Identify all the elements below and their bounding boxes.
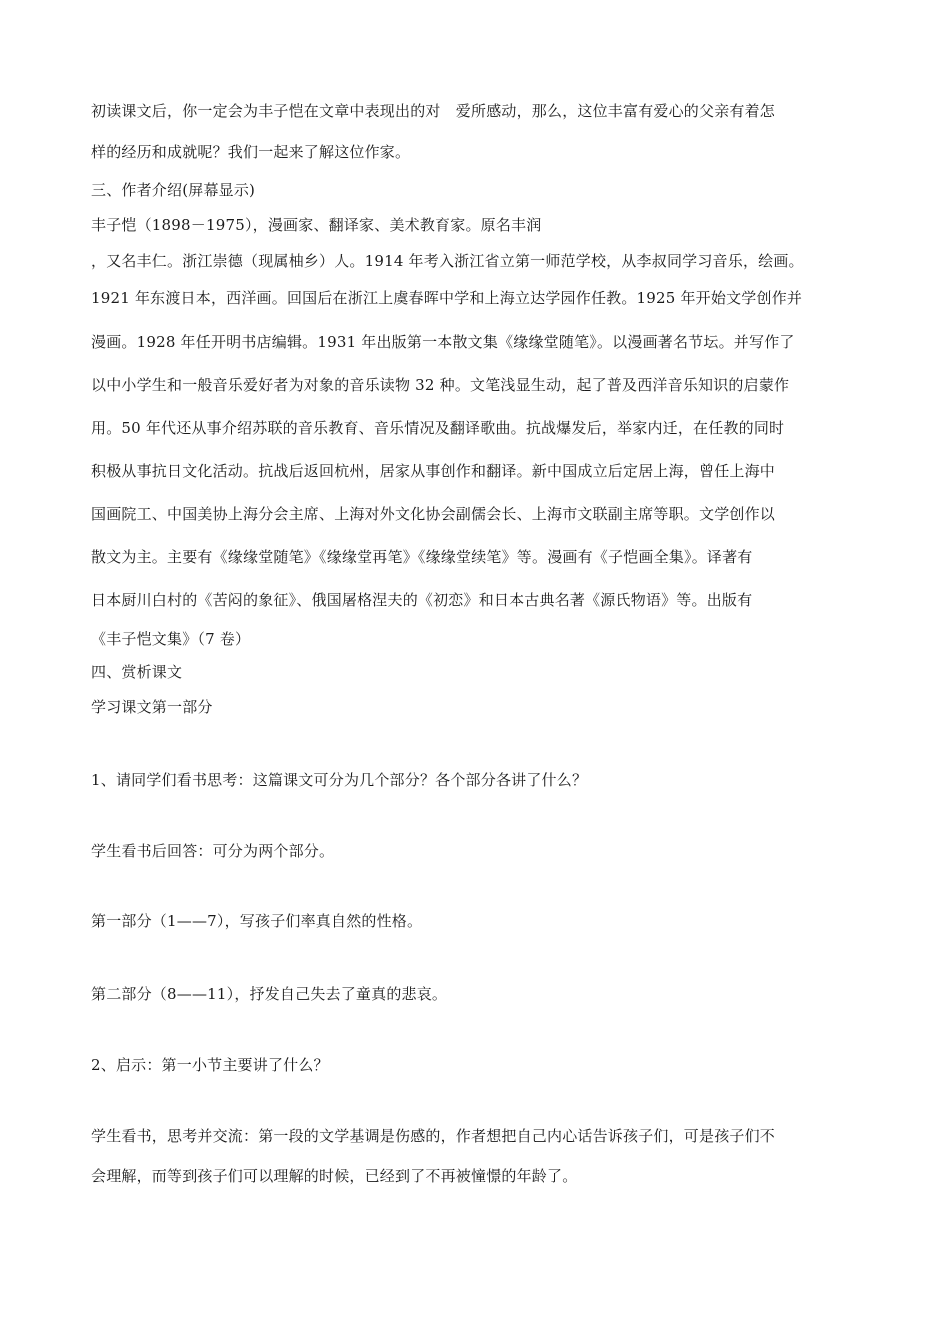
answer-2-line-2: 会理解，而等到孩子们可以理解的时候，已经到了不再被憧憬的年龄了。 xyxy=(91,1167,578,1185)
author-bio-line-6: 用。50 年代还从事介绍苏联的音乐教育、音乐情况及翻译歌曲。抗战爆发后，举家内迁，在任教的同时 xyxy=(91,419,785,437)
author-bio-line-7: 积极从事抗日文化活动。抗战后返回杭州，居家从事创作和翻译。新中国成立后定居上海，曾任上海中 xyxy=(91,462,776,480)
answer-2-line-1: 学生看书，思考并交流：第一段的文学基调是伤感的，作者想把自己内心话告诉孩子们，可是孩子们不 xyxy=(91,1127,776,1145)
author-bio-line-9: 散文为主。主要有《缘缘堂随笔》《缘缘堂再笔》《缘缘堂续笔》等。漫画有《子恺画全集》。译著有 xyxy=(91,548,753,566)
author-bio-line-4: 漫画。1928 年任开明书店编辑。1931 年出版第一本散文集《缘缘堂随笔》。以漫画著名节坛。并写作了 xyxy=(91,333,795,351)
author-bio-line-3: 1921 年东渡日本，西洋画。回国后在浙江上虞春晖中学和上海立达学园作任教。1925 年开始文学创作并 xyxy=(91,289,803,307)
section-heading-author: 三、作者介绍(屏幕显示) xyxy=(91,181,256,199)
paragraph-intro-line-1: 初读课文后，你一定会为丰子恺在文章中表现出的对 爱所感动，那么，这位丰富有爱心的父亲有着怎 xyxy=(91,102,776,120)
author-bio-line-5: 以中小学生和一般音乐爱好者为对象的音乐读物 32 种。文笔浅显生动，起了普及西洋音乐知识的启蒙作 xyxy=(91,376,790,394)
section-heading-appreciation: 四、赏析课文 xyxy=(91,663,183,681)
question-1: 1、请同学们看书思考：这篇课文可分为几个部分？各个部分各讲了什么？ xyxy=(91,771,588,789)
author-bio-line-11: 《丰子恺文集》（7 卷） xyxy=(91,630,251,648)
author-bio-line-2: ，又名丰仁。浙江崇德（现属柚乡）人。1914 年考入浙江省立第一师范学校，从李叔同学习音乐，绘画。 xyxy=(91,252,804,270)
paragraph-intro-line-2: 样的经历和成就呢？我们一起来了解这位作家。 xyxy=(91,143,411,161)
part-two-summary: 第二部分（8——11），抒发自己失去了童真的悲哀。 xyxy=(91,985,448,1003)
subheading-part-one: 学习课文第一部分 xyxy=(91,698,213,716)
question-2: 2、启示：第一小节主要讲了什么？ xyxy=(91,1056,329,1074)
author-bio-line-10: 日本厨川白村的《苦闷的象征》、俄国屠格涅夫的《初恋》和日本古典名著《源氏物语》等。出版有 xyxy=(91,591,753,609)
author-bio-line-8: 国画院工、中国美协上海分会主席、上海对外文化协会副儒会长、上海市文联副主席等职。文学创作以 xyxy=(91,505,776,523)
part-one-summary: 第一部分（1——7），写孩子们率真自然的性格。 xyxy=(91,912,423,930)
answer-1: 学生看书后回答：可分为两个部分。 xyxy=(91,842,335,860)
author-bio-line-1: 丰子恺（1898－1975），漫画家、翻译家、美术教育家。原名丰润 xyxy=(91,216,542,234)
